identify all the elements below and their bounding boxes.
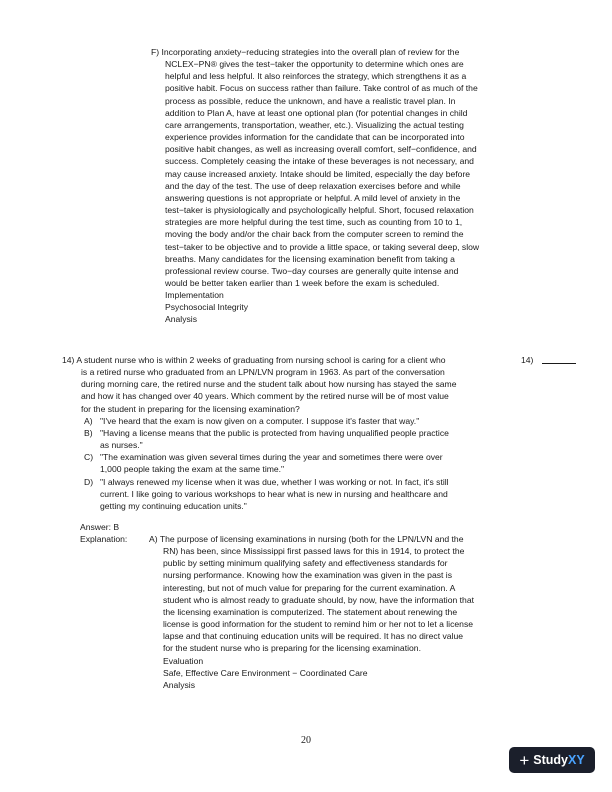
option-f-line: care arrangements, transportation, weather, etc.). Visualizing the actual testing xyxy=(165,119,464,130)
option-f-line: F) Incorporating anxiety−reducing strategies into the overall plan of review for the xyxy=(151,47,460,57)
option-f-line: success. Completely ceasing the intake of these beverages is not necessary, and xyxy=(165,156,474,167)
option-f-line: positive habit. Focus on success rather than failure. Take control of as much of the xyxy=(165,83,478,94)
option-b-line: as nurses." xyxy=(100,440,143,451)
option-f-line: experience provides information for the candidate that can be incorporated into xyxy=(165,132,465,143)
option-f-line: and the day of the test. The use of deep relaxation exercises before and while xyxy=(165,180,461,191)
option-f-line: would be better taken earlier than 1 week before the exam is scheduled. xyxy=(165,277,440,288)
question-14 xyxy=(62,354,522,512)
explanation-line: RN) has been, since Mississippi first passed laws for this in 1914, to protect the xyxy=(163,546,465,557)
option-f-line: breaths. Many candidates for the licensing examination benefit from taking a xyxy=(165,253,455,264)
explanation-category: Evaluation xyxy=(163,655,204,666)
option-d: D) "I always renewed my license when it was due, whether I was working or not. In fact, it's still xyxy=(84,476,449,487)
option-label: D) xyxy=(84,476,94,487)
explanation-line: license is good information for the student to remind him or her not to let a license xyxy=(163,619,474,630)
option-f-block xyxy=(151,46,521,326)
option-a: A) "I've heard that the exam is now given on a computer. I suppose it's faster that way." xyxy=(84,415,420,426)
explanation-block xyxy=(149,533,519,691)
explanation-category: Safe, Effective Care Environment − Coordinated Care xyxy=(163,667,368,678)
option-f-category: Implementation xyxy=(165,290,224,301)
studyxy-logo[interactable] xyxy=(509,747,595,773)
explanation-category: Analysis xyxy=(163,679,195,690)
explanation-option-label: A) xyxy=(149,534,158,544)
explanation-line: A) The purpose of licensing examinations in nursing (both for the LPN/LVN and the xyxy=(149,534,464,544)
explanation-label: Explanation: xyxy=(80,534,128,544)
option-f-line: helpful and less helpful. It also reinforces the strategy, which strengthens it as a xyxy=(165,71,467,82)
answer-blank-line[interactable] xyxy=(542,363,576,364)
option-label: C) xyxy=(84,452,94,463)
logo-text: StudyXY xyxy=(533,752,585,767)
explanation-line: public by setting minimum qualifying safety and effectiveness standards for xyxy=(163,558,448,569)
explanation-line: nursing performance. Knowing how the examination was given in the past is xyxy=(163,570,453,581)
option-f-line: test−taker to be objective and to provide a little space, or taking several deep, slow xyxy=(165,241,480,252)
question-stem-line: for the student in preparing for the licensing examination? xyxy=(81,403,300,414)
option-d-line: current. I like going to various workshops to hear what is new in nursing and healthcare and xyxy=(100,488,448,499)
option-b: B) "Having a license means that the public is protected from having unqualified people practice xyxy=(84,427,449,438)
option-f-label: F) xyxy=(151,47,160,57)
option-f-line: may cause increased anxiety. Intake should be limited, especially the day before xyxy=(165,168,471,179)
option-f-line: moving the body and/or the chair back from the computer screen to remind the xyxy=(165,229,464,240)
option-f-category: Psychosocial Integrity xyxy=(165,302,249,313)
answer-key: Answer: B xyxy=(80,522,120,532)
explanation-line: for the student nurse who is preparing for the licensing examination. xyxy=(163,643,421,654)
option-c-line: 1,000 people taking the exam at the same time." xyxy=(100,464,285,475)
explanation-line: student who is almost ready to graduate should, by now, have the information that xyxy=(163,594,474,605)
plus-icon: + xyxy=(519,750,530,770)
option-f-line: strategies are more helpful during the test time, such as counting from 10 to 1, xyxy=(165,217,463,228)
question-stem-line: 14) A student nurse who is within 2 weeks of graduating from nursing school is caring for a client who xyxy=(62,355,446,365)
question-stem-line: and how it has changed over 40 years. Which comment by the retired nurse will be of most value xyxy=(81,391,449,402)
explanation-line: lapse and that continuing education units will be required. It has no direct value xyxy=(163,631,464,642)
explanation-line: the licensing examination is computerized. The statement about renewing the xyxy=(163,606,458,617)
option-d-line: getting my continuing education units." xyxy=(100,500,247,511)
option-f-line: positive habit changes, as well as increasing overall comfort, self−confidence, and xyxy=(165,144,477,155)
option-f-category: Analysis xyxy=(165,314,197,325)
option-f-line: test−taker is physiologically and psychologically helpful. Short, focused relaxation xyxy=(165,205,474,216)
explanation-line: interesting, but not of much value for preparing for the current examination. A xyxy=(163,582,456,593)
option-c: C) "The examination was given several times during the year and sometimes there were over xyxy=(84,452,443,463)
page-number: 20 xyxy=(301,735,311,746)
option-f-line: professional review course. Two−day courses are generally quite intense and xyxy=(165,265,459,276)
option-f-line: NCLEX−PN® gives the test−taker the opportunity to determine which ones are xyxy=(165,59,464,70)
option-f-line: answering questions is not appropriate or helpful. A mild level of anxiety in the xyxy=(165,192,461,203)
question-stem-line: during morning care, the retired nurse and the student talk about how nursing has stayed the same xyxy=(81,379,457,390)
option-label: A) xyxy=(84,415,93,426)
option-f-line: addition to Plan A, have at least one optional plan (for potential changes in child xyxy=(165,107,468,118)
question-number: 14) xyxy=(62,355,75,365)
option-label: B) xyxy=(84,427,93,438)
option-f-line: process as possible, reduce the unknown, and have a realistic travel plan. In xyxy=(165,95,456,106)
answer-blank-number: 14) xyxy=(521,355,534,365)
question-stem-line: is a retired nurse who graduated from an LPN/LVN program in 1963. As part of the conversation xyxy=(81,367,445,378)
